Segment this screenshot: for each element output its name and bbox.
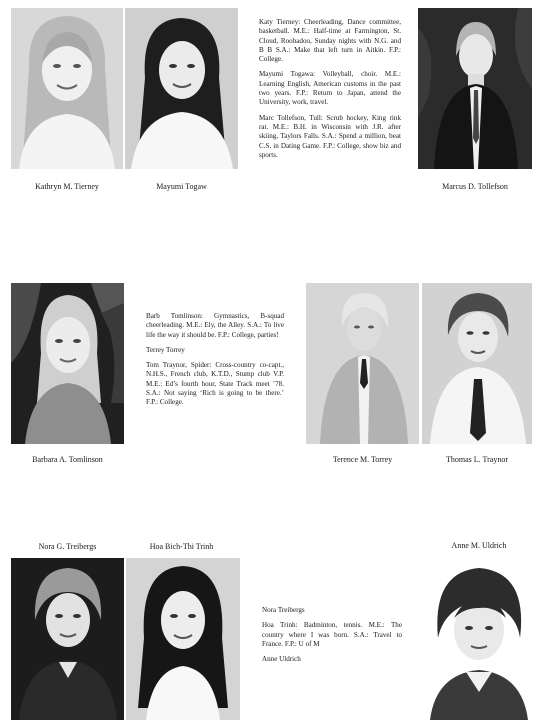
caption-togaw: Mayumi Togaw: [156, 182, 207, 191]
caption-torrey: Terence M. Torrey: [332, 455, 393, 464]
bio-togawa: Mayumi Togawa: Volleyball, choir. M.E.: Learning English, American customs in the past two years. F.P.: Return to Japan, attend the University, work, travel.: [259, 70, 401, 107]
bio-traynor: Tom Traynor, Spider: Cross-country co-capt., N.H.S., French club, K.T.D., Stump club V.P. M.E.: Ed’s fourth hour, State Track meet ’78. S.A.: Not saying ‘Rich is going to be there.’ F.P.: College.: [146, 361, 284, 407]
bio-tollefson: Marc Tollefson, Tull: Scrub hockey, King rink rat. M.E.: B.H. in Wisconsin with J.R. after skiing, Taylors Falls. S.A.: Spend a million, beat C.S. in Dating Game. F.P.: College, show biz and sports.: [259, 113, 401, 159]
bio-tierney: Katy Tierney: Cheerleading, Dance committee, basketball. M.E.: Half-time at Farmington, St. Cloud, Roobadoo, Sunday nights with N.G. and B B S.A.: Make that left turn in Aitkin. F.P.: College.: [259, 18, 401, 64]
caption-tierney: Kathryn M. Tierney: [35, 182, 99, 191]
portrait-photo-traynor: [422, 283, 532, 444]
portrait-photo-tomlinson: [11, 283, 124, 444]
portrait-photo-treibergs: [11, 558, 124, 720]
bio-block-row3: [262, 606, 402, 670]
portrait-photo-tierney: [11, 8, 123, 169]
caption-tomlinson: Barbara A. Tomlinson: [32, 455, 103, 464]
portrait-photo-torrey: [306, 283, 419, 444]
bio-trinh: Hoa Trinh: Badminton, tennis. M.E.: The country where I was born. S.A.: Travel to France. F.P.: U of M: [262, 621, 402, 648]
bio-treibergs: Nora Treibergs: [262, 606, 305, 614]
bio-block-row2: [146, 312, 284, 414]
caption-traynor: Thomas L. Traynor: [446, 455, 508, 464]
portrait-photo-trinh: [126, 558, 240, 720]
caption-trinh: Hoa Bich-Thi Trinh: [149, 542, 214, 551]
portrait-photo-tollefson: [418, 8, 532, 169]
caption-tollefson: Marcus D. Tollefson: [442, 182, 508, 191]
caption-treibergs: Nora G. Treibergs: [38, 542, 97, 551]
bio-tomlinson: Barb Tomlinson: Gymnastics, B-squad cheerleading. M.E.: Ely, the Alley. S.A.: To live life the way it should be. F.P.: College, parties!: [146, 312, 284, 339]
portrait-photo-uldrich: [424, 558, 534, 720]
bio-block-row1: [259, 18, 401, 166]
caption-uldrich: Anne M. Uldrich: [451, 541, 507, 550]
bio-torrey: Terrey Torrey: [146, 345, 185, 354]
portrait-photo-togaw: [125, 8, 238, 169]
bio-uldrich: Anne Uldrich: [262, 655, 301, 664]
